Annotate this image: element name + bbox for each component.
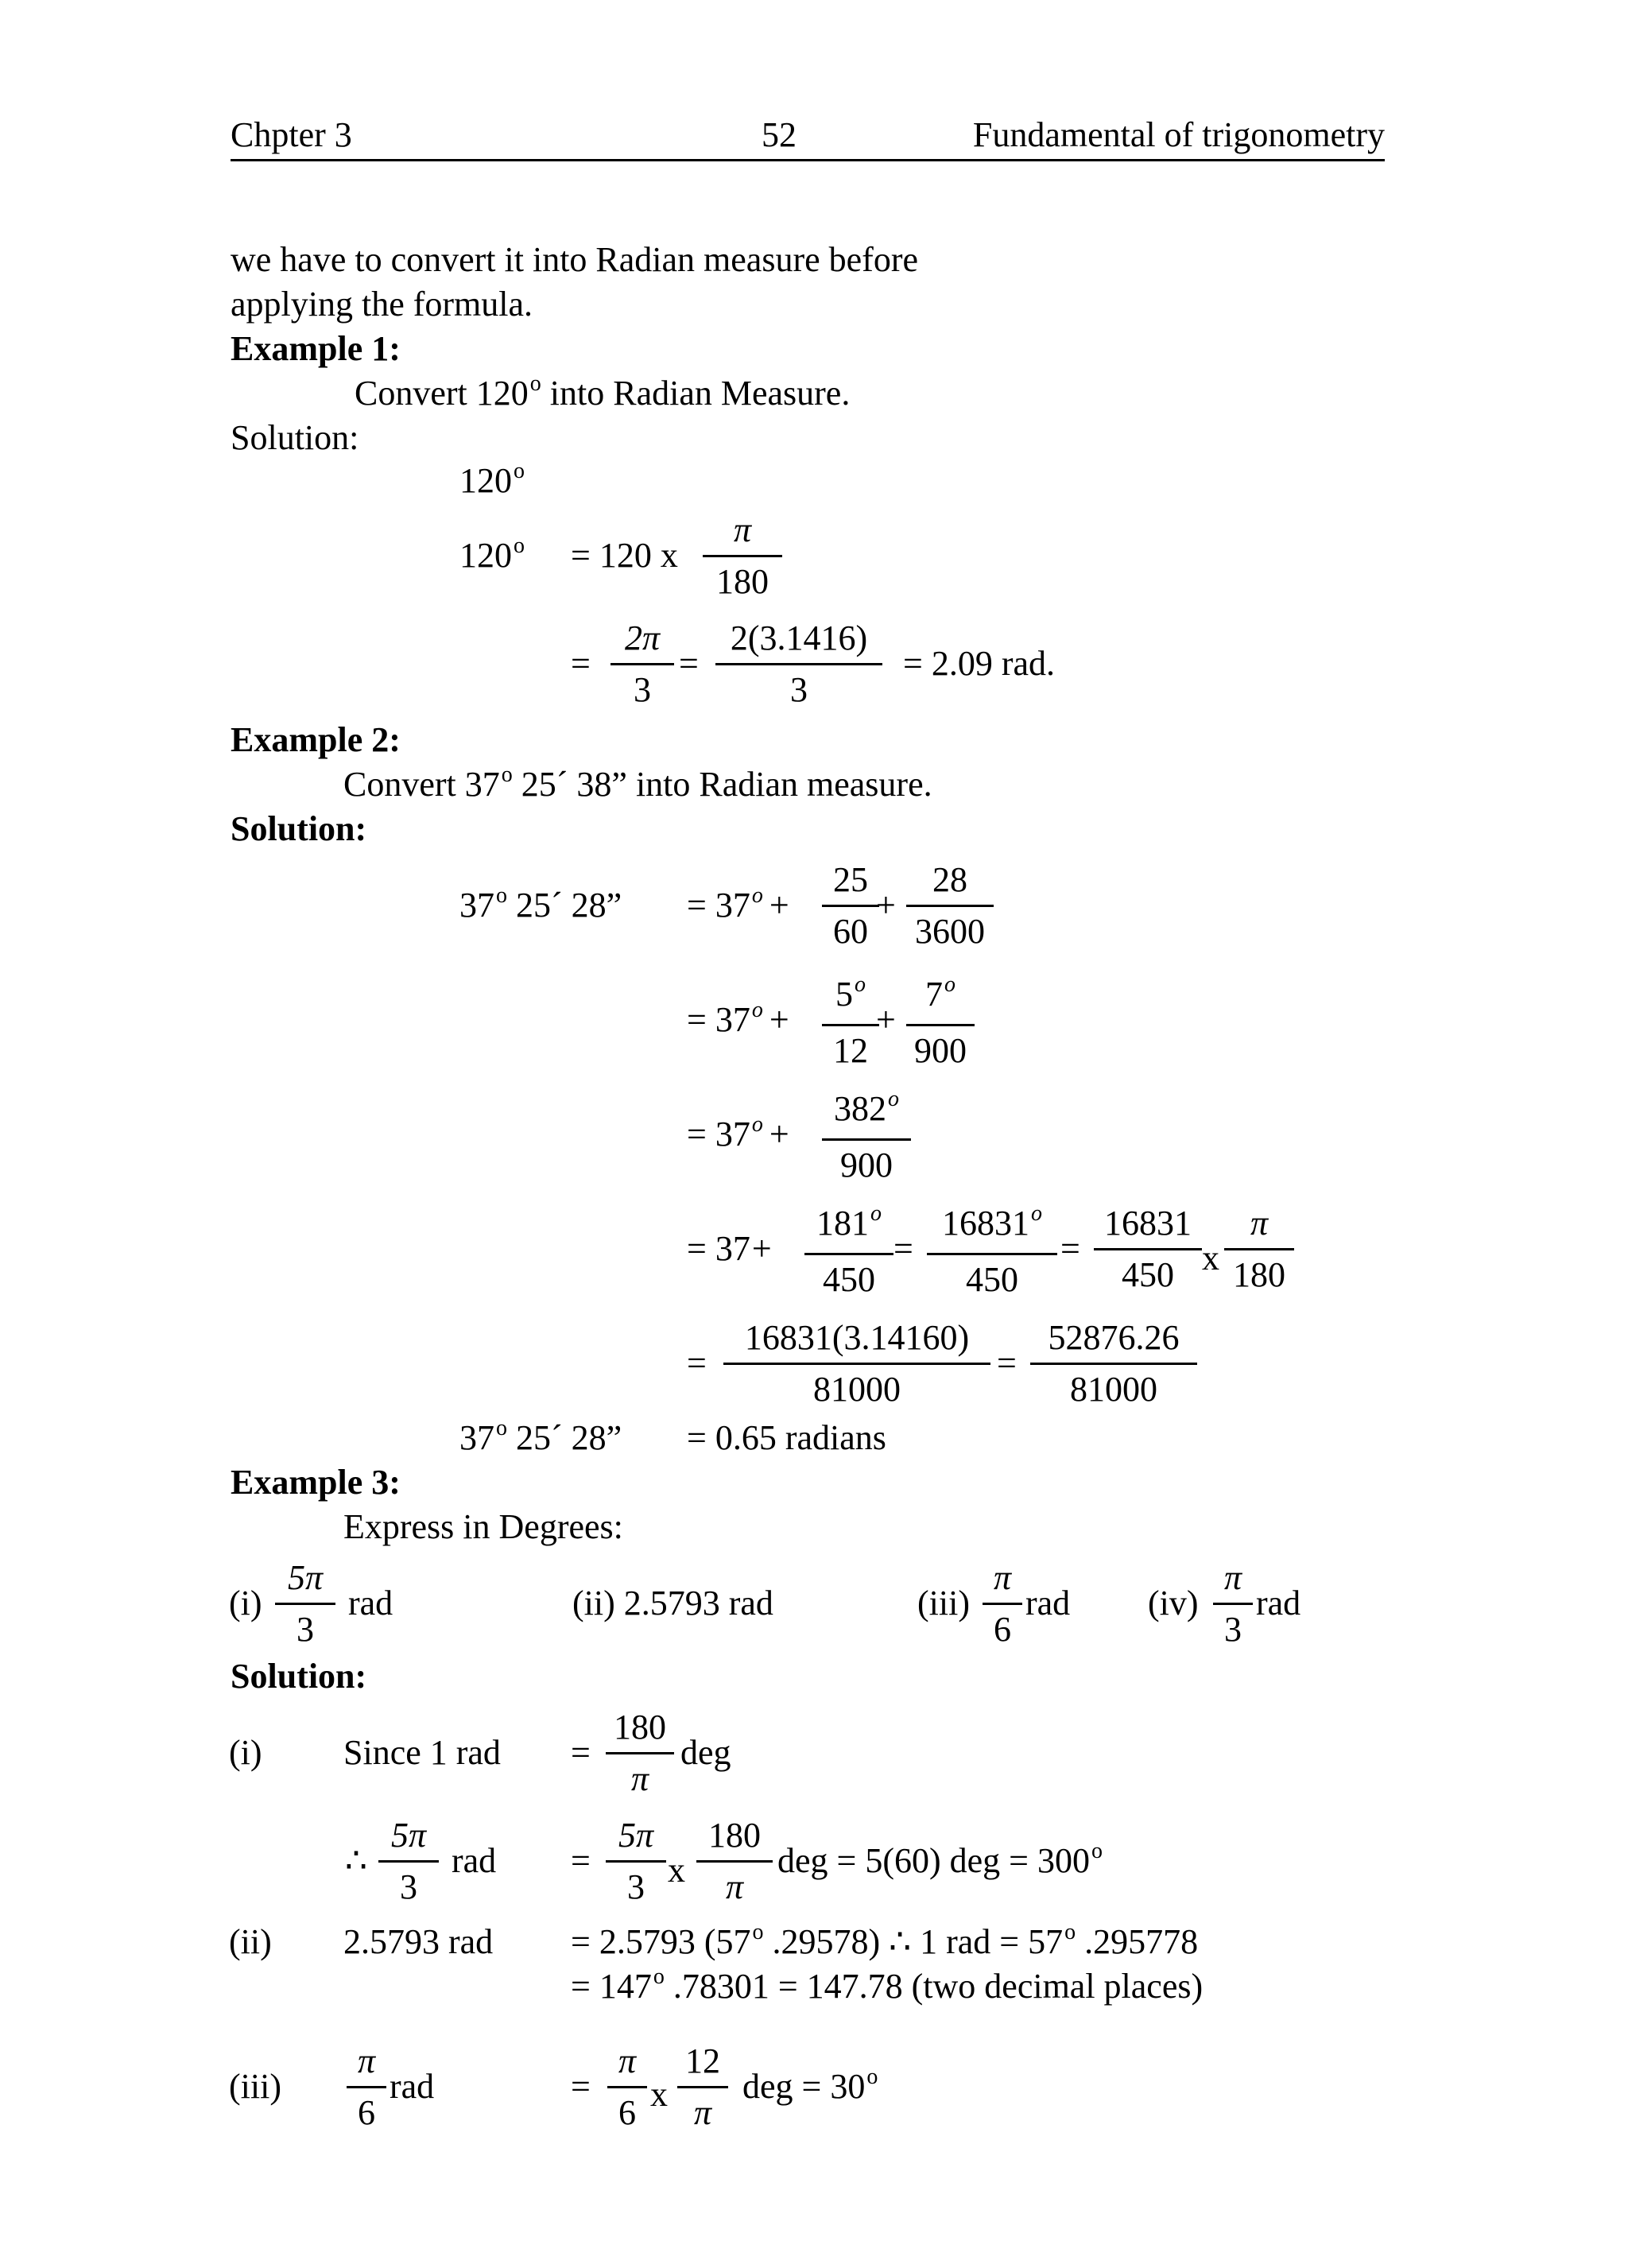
example-2-step-1-whole: = $37^o$ + [687, 883, 789, 925]
rad-unit: rad [348, 1584, 393, 1622]
item-iv-label: (iv) [1148, 1584, 1199, 1622]
solution-i-label: (i) [229, 1733, 262, 1772]
example-1-lhs: 120$^o$ [459, 533, 525, 575]
solution-iii-result: deg = $30^o$ [742, 2064, 878, 2106]
times-sign: x [1202, 1239, 1219, 1277]
solution-i-result: deg = 5(60) deg = $300^o$ [777, 1839, 1103, 1880]
fraction-2-pi-value-over-3: $\frac{2(3.1416)}{3}$ [715, 617, 882, 711]
equals-sign: = [1060, 1229, 1080, 1268]
page-header [231, 111, 1385, 161]
fraction-2pi-over-3: $\frac{2\pi}{3}$ [610, 617, 674, 711]
intro-line-1: we have to convert it into Radian measure before [231, 240, 919, 279]
rad-unit: rad [1256, 1584, 1301, 1622]
item-iii-label: (iii) [917, 1584, 970, 1622]
example-2-solution-label: Solution: [231, 809, 367, 848]
fraction-pi-over-180: $\frac{\pi}{180}$ [703, 509, 782, 603]
rad-unit: rad [452, 1841, 497, 1880]
solution-i-text: Since 1 rad [343, 1733, 501, 1772]
fraction-25-over-60: $\frac{25}{60}$ [822, 859, 879, 953]
fraction-7-over-900: $\frac{7^o}{900}$ [906, 973, 975, 1072]
times-sign: x [668, 1851, 685, 1890]
times-sign: x [650, 2075, 668, 2114]
deg-unit: deg [680, 1733, 731, 1772]
example-2-step-2-whole: = $37^o$ + [687, 998, 789, 1039]
item-ii: (ii) 2.5793 rad [572, 1584, 773, 1622]
fraction-28-over-3600: $\frac{28}{3600}$ [906, 859, 994, 953]
plus-sign: + [876, 1000, 896, 1039]
therefore-symbol: ∴ [345, 1841, 367, 1880]
example-2-result: = 0.65 radians [687, 1418, 886, 1457]
chapter-title: Fundamental of trigonometry [972, 115, 1385, 154]
example-3-heading: Example 3: [231, 1463, 401, 1502]
example-2-lhs: 37$^o$ 25´ 28” [459, 883, 622, 925]
fraction-16831-over-450: $\frac{16831}{450}$ [1094, 1202, 1202, 1297]
equals-sign: = [571, 644, 591, 683]
equals-sign: = [679, 644, 699, 683]
solution-ii-line-1: = 2.5793 (57$^o$ .29578) ∴ 1 rad = $57^o$ .295778 [571, 1920, 1199, 1961]
solution-ii-label: (ii) [229, 1922, 272, 1961]
example-2-step-3-whole: = $37^o$ + [687, 1112, 789, 1153]
equals-sign: = [571, 1841, 591, 1880]
fraction-180-over-pi: $\frac{180}{\pi}$ [696, 1814, 773, 1909]
equals-sign: = [571, 2067, 591, 2106]
fraction-180-over-pi: $\frac{180}{\pi}$ [606, 1706, 674, 1801]
fraction-16831-pi-over-81000: $\frac{16831(3.14160)}{81000}$ [723, 1316, 990, 1411]
fraction-12-over-pi: $\frac{12}{\pi}$ [677, 2040, 728, 2134]
example-1-step-1: = 120 x [571, 536, 678, 575]
page-number: 52 [762, 115, 797, 154]
fraction-5pi-over-3: $\frac{5\pi}{3}$ [275, 1557, 335, 1651]
example-1-heading: Example 1: [231, 329, 401, 368]
example-3-prompt: Express in Degrees: [343, 1507, 623, 1546]
solution-ii-text: 2.5793 rad [343, 1922, 494, 1961]
example-1-line-1: 120$^o$ [459, 459, 525, 500]
example-2-question: Convert 37$^o$ 25´ 38” into Radian measure. [343, 762, 932, 804]
fraction-382-over-900: $\frac{382^o}{900}$ [822, 1087, 911, 1187]
example-1-question: Convert 120$^o$ into Radian Measure. [355, 371, 851, 413]
example-3-solution-label: Solution: [231, 1657, 367, 1696]
example-2-heading: Example 2: [231, 720, 401, 759]
fraction-16831-deg-over-450: $\frac{16831^o}{450}$ [927, 1202, 1057, 1301]
plus-sign: + [876, 886, 896, 925]
chapter-label: Chpter 3 [231, 115, 352, 154]
solution-ii-line-2: = $147^o$ .78301 = 147.78 (two decimal places) [571, 1964, 1204, 2006]
equals-sign: = [687, 1343, 707, 1382]
example-2-step-4-whole: = 37+ [687, 1229, 772, 1268]
rad-unit: rad [1025, 1584, 1071, 1622]
fraction-pi-over-6: $\frac{\pi}{6}$ [983, 1557, 1022, 1651]
example-1-result: = 2.09 rad. [903, 644, 1055, 683]
fraction-5pi-over-3: $\frac{5\pi}{3}$ [606, 1814, 666, 1909]
equals-sign: = [571, 1733, 591, 1772]
intro-line-2: applying the formula. [231, 285, 533, 324]
item-i-label: (i) [229, 1584, 262, 1622]
fraction-5-over-12: $\frac{5^o}{12}$ [822, 973, 879, 1072]
fraction-pi-over-180: $\frac{\pi}{180}$ [1224, 1202, 1294, 1297]
fraction-pi-over-6: $\frac{\pi}{6}$ [607, 2040, 647, 2134]
fraction-181-over-450: $\frac{181^o}{450}$ [804, 1202, 893, 1301]
equals-sign: = [893, 1229, 913, 1268]
fraction-pi-over-3: $\frac{\pi}{3}$ [1213, 1557, 1253, 1651]
fraction-5pi-over-3: $\frac{5\pi}{3}$ [378, 1814, 439, 1909]
fraction-52876-over-81000: $\frac{52876.26}{81000}$ [1030, 1316, 1197, 1411]
example-1-solution-label: Solution: [231, 418, 359, 457]
rad-unit: rad [390, 2067, 435, 2106]
example-2-result-lhs: 37$^o$ 25´ 28” [459, 1416, 622, 1457]
fraction-pi-over-6: $\frac{\pi}{6}$ [347, 2040, 386, 2134]
solution-iii-label: (iii) [229, 2067, 281, 2106]
equals-sign: = [997, 1343, 1017, 1382]
